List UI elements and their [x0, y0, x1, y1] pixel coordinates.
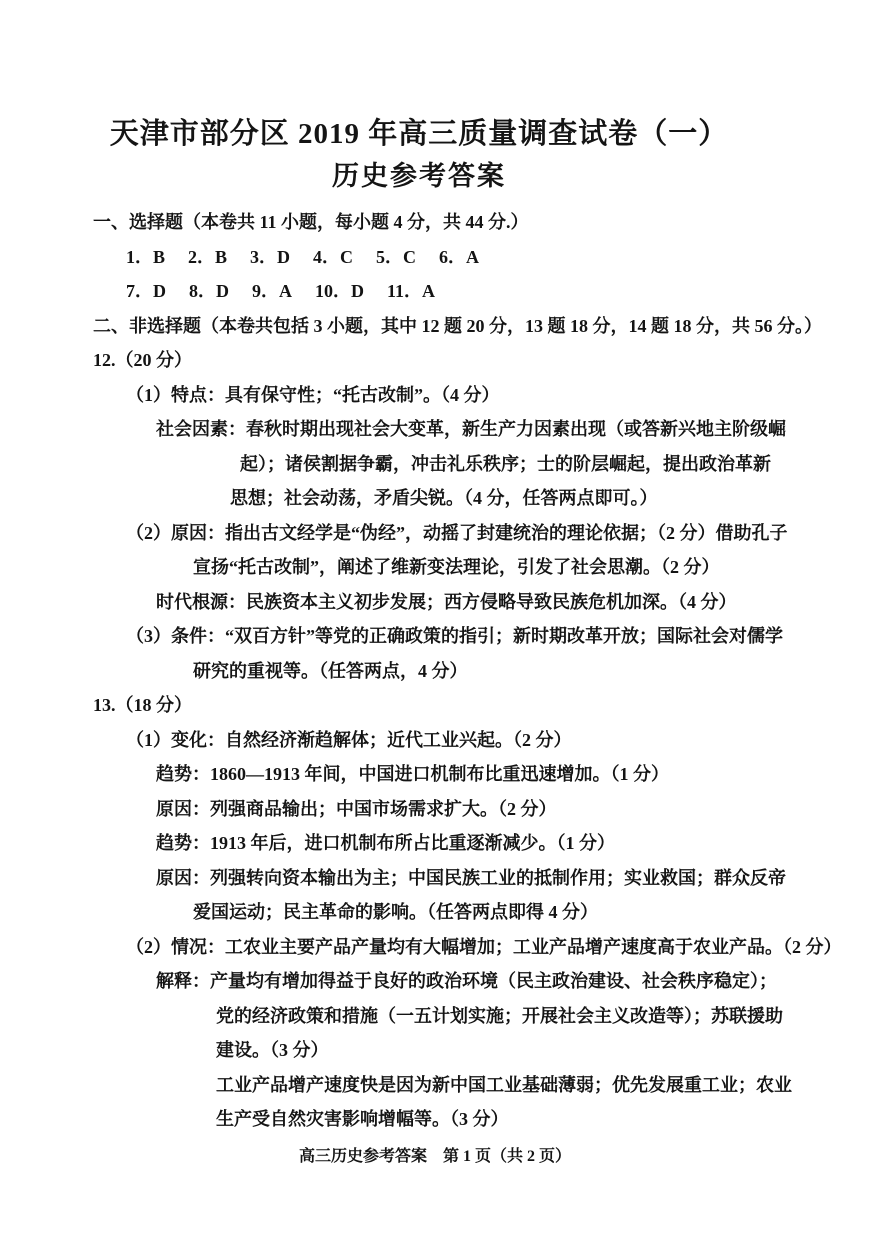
answer-line: 党的经济政策和措施（一五计划实施；开展社会主义改造等）；苏联援助: [216, 1005, 783, 1026]
choice-answer: 6．A: [439, 246, 480, 267]
choice-answers-row2: [0, 274, 870, 309]
answer-line: 建设。（3 分）: [216, 1040, 329, 1060]
answer-line: 趋势：1860—1913 年间，中国进口机制布比重迅速增加。（1 分）: [156, 764, 669, 784]
question-13-number: 13.（18 分）: [93, 695, 192, 715]
choice-answer: 2．B: [188, 246, 228, 267]
section1-heading: 一、选择题（本卷共 11 小题，每小题 4 分，共 44 分.）: [93, 212, 529, 232]
answer-line: （1）变化：自然经济渐趋解体；近代工业兴起。（2 分）: [126, 729, 572, 750]
choice-answer: 3．D: [250, 246, 291, 267]
question-12-number: 12.（20 分）: [93, 350, 192, 370]
document-title-block: [0, 116, 854, 193]
answer-line: 起）；诸侯割据争霸，冲击礼乐秩序；士的阶层崛起，提出政治革新: [240, 453, 771, 474]
answer-line: （2）原因：指出古文经学是“伪经”，动摇了封建统治的理论依据；（2 分）借助孔子: [126, 522, 788, 543]
answer-line: （2）情况：工农业主要产品产量均有大幅增加；工业产品增产速度高于农业产品。（2 分）: [126, 936, 842, 957]
document-body: [0, 205, 870, 1137]
choice-answers-row1: [0, 240, 870, 275]
page-footer: 高三历史参考答案 第 1 页（共 2 页）: [298, 1147, 571, 1165]
answer-line: （1）特点：具有保守性；“托古改制”。（4 分）: [126, 384, 500, 405]
answer-line: （3）条件：“双百方针”等党的正确政策的指引；新时期改革开放；国际社会对儒学: [126, 626, 783, 646]
answer-line: 爱国运动；民主革命的影响。（任答两点即得 4 分）: [193, 902, 598, 922]
choice-answer: 5．C: [376, 246, 417, 267]
answer-line: 趋势：1913 年后，进口机制布所占比重逐渐减少。（1 分）: [156, 833, 615, 853]
choice-answer: 1．B: [126, 246, 166, 267]
answer-line: 思想；社会动荡，矛盾尖锐。（4 分，任答两点即可。）: [230, 488, 658, 508]
choice-answer: 4．C: [313, 246, 354, 267]
section2-heading: 二、非选择题（本卷共包括 3 小题，其中 12 题 20 分，13 题 18 分，14 题 18 分，共 56 分。）: [93, 315, 822, 336]
answer-line: 工业产品增产速度快是因为新中国工业基础薄弱；优先发展重工业；农业: [216, 1074, 792, 1095]
answer-line: 生产受自然灾害影响增幅等。（3 分）: [216, 1109, 509, 1129]
answer-line: 研究的重视等。（任答两点，4 分）: [193, 660, 468, 681]
document-subtitle: 历史参考答案: [332, 161, 506, 191]
document-title: 天津市部分区 2019 年高三质量调查试卷（一）: [109, 118, 729, 150]
answer-line: 原因：列强商品输出；中国市场需求扩大。（2 分）: [156, 798, 557, 819]
choice-answer: 9．A: [252, 281, 292, 301]
answer-line: 时代根源：民族资本主义初步发展；西方侵略导致民族危机加深。（4 分）: [156, 591, 737, 612]
answer-line: 宣扬“托古改制”，阐述了维新变法理论，引发了社会思潮。（2 分）: [193, 557, 720, 577]
choice-answer: 7．D: [126, 281, 166, 301]
answer-line: 解释：产量均有增加得益于良好的政治环境（民主政治建设、社会秩序稳定）；: [156, 971, 777, 991]
answer-line: 原因：列强转向资本输出为主；中国民族工业的抵制作用；实业救国；群众反帝: [156, 867, 786, 888]
answer-line: 社会因素：春秋时期出现社会大变革，新生产力因素出现（或答新兴地主阶级崛: [156, 419, 786, 439]
choice-answer: 8．D: [189, 281, 229, 301]
choice-answer: 10．D: [315, 281, 364, 301]
choice-answer: 11．A: [387, 281, 436, 301]
